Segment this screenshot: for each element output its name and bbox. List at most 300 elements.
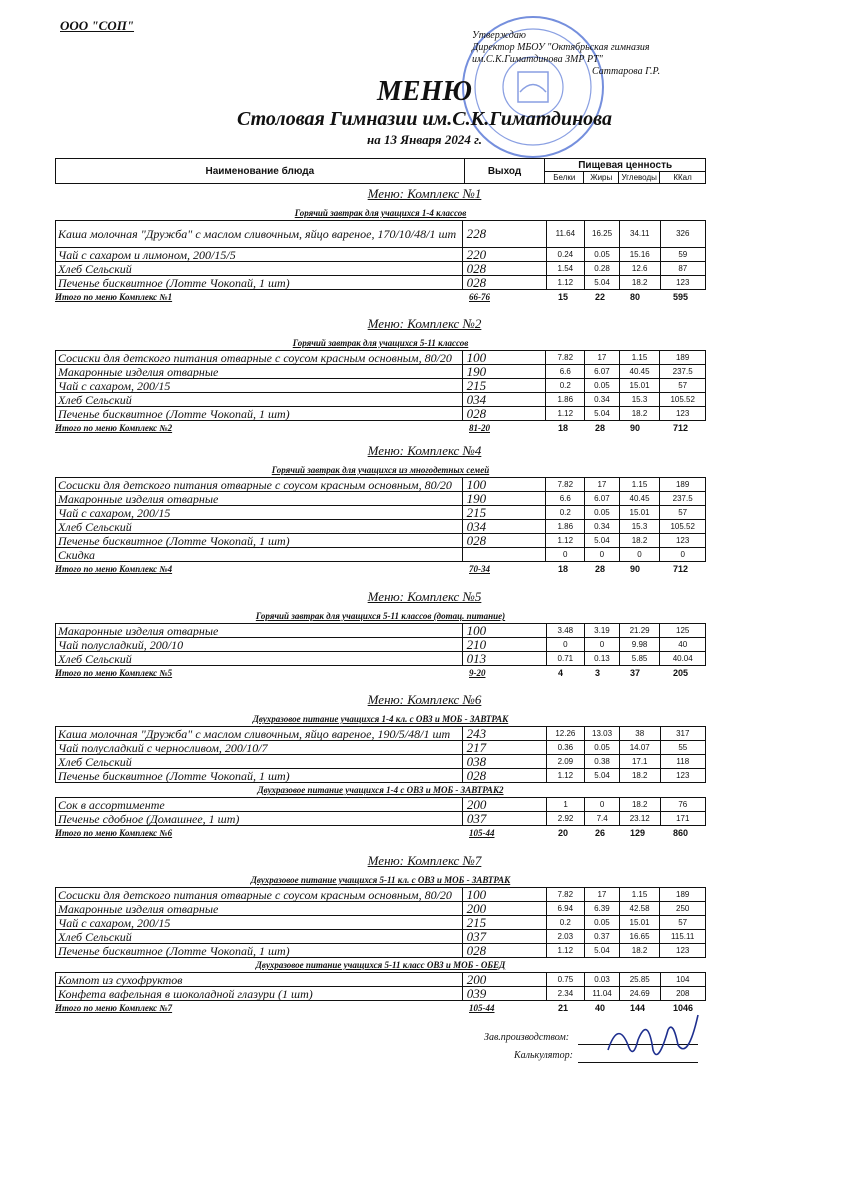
- dish-kcal: 189: [660, 351, 706, 365]
- table-row: [56, 520, 706, 534]
- dish-name: Печенье сдобное (Домашнее, 1 шт): [56, 812, 463, 826]
- dish-protein: 1.86: [546, 520, 585, 534]
- dish-kcal: 208: [660, 987, 705, 1001]
- total-fat: 22: [595, 292, 606, 302]
- dish-output: 100: [462, 888, 546, 902]
- total-output: 105-44: [469, 828, 495, 838]
- dish-kcal: 57: [660, 916, 706, 930]
- dish-name: Чай полусладкий с черносливом, 200/10/7: [56, 741, 463, 755]
- dish-kcal: 59: [660, 248, 705, 262]
- total-fat: 28: [595, 564, 606, 574]
- dish-kcal: 57: [660, 379, 706, 393]
- dish-carbs: 17.1: [619, 755, 660, 769]
- dish-carbs: 40.45: [619, 492, 660, 506]
- column-output: Выход: [464, 159, 545, 184]
- dish-output: 034: [462, 393, 546, 407]
- dish-output: 220: [462, 248, 546, 262]
- approval-line: им.С.К.Гиматдинова ЗМР РТ": [472, 54, 603, 65]
- total-carbs: 80: [630, 292, 641, 302]
- section-title: Меню: Комплекс №6: [367, 692, 482, 707]
- dish-protein: 1.12: [546, 407, 585, 421]
- table-row: [56, 351, 706, 365]
- total-carbs: 144: [630, 1003, 646, 1013]
- dish-fat: 0: [585, 798, 620, 812]
- dish-output: 034: [462, 520, 546, 534]
- dish-fat: 5.04: [585, 407, 620, 421]
- total-kcal: 595: [673, 292, 689, 302]
- dish-name: Хлеб Сельский: [56, 930, 463, 944]
- dish-protein: 1.12: [546, 534, 585, 548]
- dish-carbs: 42.58: [619, 902, 660, 916]
- dish-name: Печенье бисквитное (Лотте Чокопай, 1 шт): [56, 944, 463, 958]
- section-title: Меню: Комплекс №7: [367, 853, 482, 868]
- dish-name: Хлеб Сельский: [56, 652, 463, 666]
- group-subtitle: Горячий завтрак для учащихся 5-11 классов: [292, 338, 469, 348]
- column-protein: Белки: [545, 172, 584, 184]
- section-title: Меню: Комплекс №4: [367, 443, 482, 458]
- dish-kcal: 326: [660, 221, 705, 248]
- dish-table: [55, 887, 706, 958]
- dish-kcal: 123: [660, 944, 706, 958]
- dish-carbs: 0: [619, 548, 660, 562]
- total-carbs: 90: [630, 423, 641, 433]
- dish-fat: 6.39: [585, 902, 620, 916]
- dish-fat: 0.34: [585, 520, 620, 534]
- dish-name: Чай полусладкий, 200/10: [56, 638, 463, 652]
- dish-kcal: 57: [660, 506, 706, 520]
- dish-name: Каша молочная "Дружба" с маслом сливочным, яйцо вареное, 170/10/48/1 шт: [56, 221, 463, 248]
- dish-kcal: 40: [660, 638, 706, 652]
- dish-carbs: 15.01: [619, 506, 660, 520]
- dish-name: Каша молочная "Дружба" с маслом сливочным, яйцо вареное, 190/5/48/1 шт: [56, 727, 463, 741]
- dish-protein: 6.94: [546, 902, 585, 916]
- dish-protein: 0: [546, 638, 585, 652]
- dish-kcal: 105.52: [660, 520, 706, 534]
- dish-carbs: 16.65: [619, 930, 660, 944]
- dish-name: Макаронные изделия отварные: [56, 902, 463, 916]
- dish-protein: 0.2: [546, 506, 585, 520]
- dish-carbs: 18.2: [619, 944, 660, 958]
- table-row: [56, 365, 706, 379]
- dish-name: Хлеб Сельский: [56, 262, 463, 276]
- total-label: Итого по меню Комплекс №6: [55, 828, 173, 838]
- dish-kcal: 123: [660, 276, 705, 290]
- dish-kcal: 125: [660, 624, 706, 638]
- total-label: Итого по меню Комплекс №5: [55, 668, 173, 678]
- dish-output: 215: [462, 506, 546, 520]
- table-row: [56, 379, 706, 393]
- dish-kcal: 105.52: [660, 393, 706, 407]
- dish-output: 200: [462, 902, 546, 916]
- dish-output: 217: [462, 741, 546, 755]
- table-row: [56, 638, 706, 652]
- dish-fat: 0.38: [585, 755, 620, 769]
- dish-protein: 1.12: [546, 769, 585, 783]
- dish-fat: 17: [585, 351, 620, 365]
- dish-kcal: 55: [660, 741, 705, 755]
- table-header: [55, 158, 706, 184]
- dish-table: [55, 797, 706, 826]
- total-protein: 20: [558, 828, 569, 838]
- dish-protein: 1.86: [546, 393, 585, 407]
- dish-carbs: 1.15: [619, 351, 660, 365]
- calculator-label: Калькулятор:: [514, 1050, 573, 1061]
- dish-fat: 5.04: [585, 944, 620, 958]
- dish-fat: 0.13: [585, 652, 620, 666]
- table-row: [56, 727, 706, 741]
- dish-fat: 17: [585, 888, 620, 902]
- dish-fat: 5.04: [585, 534, 620, 548]
- total-fat: 40: [595, 1003, 606, 1013]
- dish-output: 028: [462, 276, 546, 290]
- dish-output: 028: [462, 262, 546, 276]
- total-protein: 4: [558, 668, 564, 678]
- dish-name: Хлеб Сельский: [56, 520, 463, 534]
- total-protein: 18: [558, 564, 569, 574]
- dish-table: [55, 972, 706, 1001]
- dish-carbs: 18.2: [619, 798, 660, 812]
- table-row: [56, 769, 706, 783]
- table-row: [56, 478, 706, 492]
- dish-protein: 7.82: [546, 478, 585, 492]
- total-kcal: 205: [673, 668, 689, 678]
- dish-protein: 1.12: [546, 276, 585, 290]
- dish-protein: 0.75: [546, 973, 585, 987]
- table-row: [56, 624, 706, 638]
- dish-carbs: 25.85: [619, 973, 660, 987]
- dish-carbs: 23.12: [619, 812, 660, 826]
- total-protein: 21: [558, 1003, 569, 1013]
- dish-output: [462, 548, 546, 562]
- table-row: [56, 916, 706, 930]
- dish-fat: 5.04: [585, 769, 620, 783]
- total-protein: 15: [558, 292, 569, 302]
- dish-name: Сок в ассортименте: [56, 798, 463, 812]
- dish-output: 190: [462, 492, 546, 506]
- dish-fat: 0: [585, 638, 620, 652]
- approval-signatory: Саттарова Г.Р.: [592, 66, 661, 77]
- dish-protein: 12.26: [546, 727, 585, 741]
- dish-carbs: 15.01: [619, 379, 660, 393]
- dish-protein: 0.2: [546, 379, 585, 393]
- dish-carbs: 5.85: [619, 652, 660, 666]
- dish-fat: 16.25: [585, 221, 620, 248]
- dish-name: Макаронные изделия отварные: [56, 624, 463, 638]
- dish-protein: 0: [546, 548, 585, 562]
- dish-carbs: 14.07: [619, 741, 660, 755]
- dish-carbs: 15.3: [619, 520, 660, 534]
- dish-name: Печенье бисквитное (Лотте Чокопай, 1 шт): [56, 534, 463, 548]
- total-row: [55, 292, 706, 304]
- group-subtitle: Горячий завтрак для учащихся из многодетных семей: [271, 465, 490, 475]
- dish-kcal: 40.04: [660, 652, 706, 666]
- table-row: [56, 393, 706, 407]
- dish-carbs: 18.2: [619, 534, 660, 548]
- total-output: 70-34: [469, 564, 490, 574]
- dish-name: Печенье бисквитное (Лотте Чокопай, 1 шт): [56, 407, 463, 421]
- page-subtitle: Столовая Гимназии им.С.К.Гиматдинова: [237, 108, 612, 130]
- dish-name: Конфета вафельная в шоколадной глазури (1 шт): [56, 987, 463, 1001]
- dish-kcal: 237.5: [660, 492, 706, 506]
- dish-carbs: 21.29: [619, 624, 660, 638]
- total-carbs: 129: [630, 828, 646, 838]
- dish-fat: 13.03: [585, 727, 620, 741]
- dish-fat: 0.03: [585, 973, 620, 987]
- column-name: Наименование блюда: [56, 159, 465, 184]
- group-subtitle: Двухразовое питание учащихся 1-4 с ОВЗ и МОБ - ЗАВТРАК2: [257, 785, 504, 795]
- dish-name: Печенье бисквитное (Лотте Чокопай, 1 шт): [56, 769, 463, 783]
- dish-kcal: 250: [660, 902, 706, 916]
- dish-fat: 0.05: [585, 379, 620, 393]
- total-label: Итого по меню Комплекс №2: [55, 423, 173, 433]
- dish-carbs: 9.98: [619, 638, 660, 652]
- table-row: [56, 506, 706, 520]
- dish-fat: 7.4: [585, 812, 620, 826]
- dish-kcal: 87: [660, 262, 705, 276]
- dish-kcal: 118: [660, 755, 705, 769]
- organization-name: ООО "СОП": [60, 18, 135, 33]
- dish-fat: 6.07: [585, 492, 620, 506]
- dish-protein: 2.09: [546, 755, 585, 769]
- dish-kcal: 104: [660, 973, 705, 987]
- dish-output: 215: [462, 916, 546, 930]
- dish-protein: 1.12: [546, 944, 585, 958]
- column-carbs: Углеводы: [619, 172, 660, 184]
- total-carbs: 90: [630, 564, 641, 574]
- table-row: [56, 973, 706, 987]
- table-row: [56, 534, 706, 548]
- dish-output: 039: [462, 987, 546, 1001]
- column-fat: Жиры: [584, 172, 619, 184]
- dish-protein: 3.48: [546, 624, 585, 638]
- dish-carbs: 1.15: [619, 478, 660, 492]
- dish-protein: 0.2: [546, 916, 585, 930]
- table-row: [56, 492, 706, 506]
- total-kcal: 712: [673, 564, 689, 574]
- dish-fat: 11.04: [585, 987, 620, 1001]
- total-row: [55, 423, 706, 435]
- dish-output: 028: [462, 944, 546, 958]
- group-subtitle: Двухразовое питание учащихся 5-11 кл. с ОВЗ и МОБ - ЗАВТРАК: [250, 875, 511, 885]
- dish-fat: 6.07: [585, 365, 620, 379]
- dish-output: 028: [462, 407, 546, 421]
- approval-line: Директор МБОУ "Октябрьская гимназия: [472, 42, 650, 53]
- dish-name: Компот из сухофруктов: [56, 973, 463, 987]
- dish-carbs: 18.2: [619, 407, 660, 421]
- total-output: 81-20: [469, 423, 490, 433]
- dish-fat: 0.28: [585, 262, 620, 276]
- dish-kcal: 123: [660, 769, 705, 783]
- table-row: [56, 262, 706, 276]
- dish-output: 100: [462, 351, 546, 365]
- dish-protein: 2.92: [546, 812, 585, 826]
- dish-carbs: 15.01: [619, 916, 660, 930]
- dish-output: 100: [462, 624, 546, 638]
- total-carbs: 37: [630, 668, 641, 678]
- dish-name: Чай с сахаром, 200/15: [56, 506, 463, 520]
- column-kcal: ККал: [660, 172, 706, 184]
- dish-carbs: 18.2: [619, 769, 660, 783]
- dish-protein: 11.64: [546, 221, 585, 248]
- dish-output: 037: [462, 812, 546, 826]
- dish-carbs: 12.6: [619, 262, 660, 276]
- dish-table: [55, 726, 706, 783]
- dish-table: [55, 350, 706, 421]
- dish-carbs: 40.45: [619, 365, 660, 379]
- dish-protein: 2.34: [546, 987, 585, 1001]
- table-row: [56, 755, 706, 769]
- dish-carbs: 38: [619, 727, 660, 741]
- dish-fat: 0.34: [585, 393, 620, 407]
- dish-protein: 1: [546, 798, 585, 812]
- dish-fat: 3.19: [585, 624, 620, 638]
- column-nutrition: Пищевая ценность: [545, 159, 706, 172]
- total-row: [55, 668, 706, 680]
- dish-protein: 6.6: [546, 492, 585, 506]
- dish-carbs: 15.16: [619, 248, 660, 262]
- dish-protein: 7.82: [546, 888, 585, 902]
- total-fat: 3: [595, 668, 601, 678]
- dish-output: 200: [462, 798, 546, 812]
- table-row: [56, 987, 706, 1001]
- dish-output: 028: [462, 534, 546, 548]
- section-title: Меню: Комплекс №2: [367, 316, 482, 331]
- table-row: [56, 407, 706, 421]
- dish-name: Хлеб Сельский: [56, 755, 463, 769]
- table-row: [56, 652, 706, 666]
- table-row: [56, 812, 706, 826]
- dish-kcal: 237.5: [660, 365, 706, 379]
- total-output: 105-44: [469, 1003, 495, 1013]
- group-subtitle: Горячий завтрак для учащихся 1-4 классов: [294, 208, 467, 218]
- table-row: [56, 221, 706, 248]
- table-row: [56, 902, 706, 916]
- dish-protein: 2.03: [546, 930, 585, 944]
- total-kcal: 860: [673, 828, 689, 838]
- section-title: Меню: Комплекс №5: [367, 589, 482, 604]
- total-kcal: 712: [673, 423, 689, 433]
- dish-output: 228: [462, 221, 546, 248]
- dish-kcal: 171: [660, 812, 705, 826]
- total-kcal: 1046: [673, 1003, 694, 1013]
- table-row: [56, 741, 706, 755]
- dish-fat: 0.05: [585, 248, 620, 262]
- dish-fat: 0.05: [585, 506, 620, 520]
- dish-protein: 0.24: [546, 248, 585, 262]
- dish-name: Сосиски для детского питания отварные с соусом красным основным, 80/20: [56, 351, 463, 365]
- dish-output: 215: [462, 379, 546, 393]
- dish-kcal: 123: [660, 407, 706, 421]
- dish-kcal: 76: [660, 798, 705, 812]
- table-row: [56, 944, 706, 958]
- approval-line: Утверждаю: [472, 30, 526, 41]
- dish-name: Хлеб Сельский: [56, 393, 463, 407]
- dish-protein: 6.6: [546, 365, 585, 379]
- dish-table: [55, 477, 706, 562]
- dish-output: 190: [462, 365, 546, 379]
- total-row: [55, 828, 706, 840]
- menu-date: на 13 Января 2024 г.: [366, 132, 482, 147]
- total-fat: 28: [595, 423, 606, 433]
- dish-protein: 0.36: [546, 741, 585, 755]
- dish-output: 038: [462, 755, 546, 769]
- dish-table: [55, 220, 706, 290]
- dish-fat: 0: [585, 548, 620, 562]
- dish-fat: 0.37: [585, 930, 620, 944]
- dish-kcal: 189: [660, 478, 706, 492]
- dish-fat: 0.05: [585, 741, 620, 755]
- table-row: [56, 798, 706, 812]
- total-label: Итого по меню Комплекс №7: [55, 1003, 173, 1013]
- dish-fat: 0.05: [585, 916, 620, 930]
- total-output: 66-76: [469, 292, 490, 302]
- section-title: Меню: Комплекс №1: [367, 186, 482, 201]
- dish-output: 100: [462, 478, 546, 492]
- dish-name: Сосиски для детского питания отварные с соусом красным основным, 80/20: [56, 478, 463, 492]
- dish-kcal: 115.11: [660, 930, 706, 944]
- table-row: [56, 888, 706, 902]
- table-row: [56, 548, 706, 562]
- dish-name: Сосиски для детского питания отварные с соусом красным основным, 80/20: [56, 888, 463, 902]
- total-label: Итого по меню Комплекс №1: [55, 292, 173, 302]
- dish-carbs: 1.15: [619, 888, 660, 902]
- dish-kcal: 0: [660, 548, 706, 562]
- dish-fat: 5.04: [585, 276, 620, 290]
- dish-output: 243: [462, 727, 546, 741]
- dish-table: [55, 623, 706, 666]
- dish-output: 028: [462, 769, 546, 783]
- dish-name: Чай с сахаром, 200/15: [56, 916, 463, 930]
- dish-output: 037: [462, 930, 546, 944]
- table-row: [56, 930, 706, 944]
- dish-name: Чай с сахаром и лимоном, 200/15/5: [56, 248, 463, 262]
- dish-name: Макаронные изделия отварные: [56, 492, 463, 506]
- production-label: Зав.производством:: [484, 1032, 570, 1043]
- dish-carbs: 24.69: [619, 987, 660, 1001]
- total-label: Итого по меню Комплекс №4: [55, 564, 173, 574]
- group-subtitle: Двухразовое питание учащихся 1-4 кл. с ОВЗ и МОБ - ЗАВТРАК: [252, 714, 509, 724]
- dish-output: 200: [462, 973, 546, 987]
- table-row: [56, 276, 706, 290]
- dish-name: Макаронные изделия отварные: [56, 365, 463, 379]
- dish-kcal: 123: [660, 534, 706, 548]
- dish-name: Скидка: [56, 548, 463, 562]
- dish-protein: 0.71: [546, 652, 585, 666]
- dish-protein: 1.54: [546, 262, 585, 276]
- dish-name: Чай с сахаром, 200/15: [56, 379, 463, 393]
- dish-carbs: 15.3: [619, 393, 660, 407]
- handwritten-signature: [598, 1010, 708, 1070]
- dish-protein: 7.82: [546, 351, 585, 365]
- dish-name: Печенье бисквитное (Лотте Чокопай, 1 шт): [56, 276, 463, 290]
- dish-carbs: 18.2: [619, 276, 660, 290]
- group-subtitle: Горячий завтрак для учащихся 5-11 классов (дотац. питание): [255, 611, 506, 621]
- calculator-signature-line: [578, 1062, 698, 1063]
- total-row: [55, 564, 706, 576]
- page-title: МЕНЮ: [377, 76, 472, 107]
- dish-carbs: 34.11: [619, 221, 660, 248]
- dish-kcal: 189: [660, 888, 706, 902]
- dish-kcal: 317: [660, 727, 705, 741]
- dish-fat: 17: [585, 478, 620, 492]
- dish-output: 013: [462, 652, 546, 666]
- total-fat: 26: [595, 828, 606, 838]
- group-subtitle: Двухразовое питание учащихся 5-11 класс ОВЗ и МОБ - ОБЕД: [255, 960, 506, 970]
- total-protein: 18: [558, 423, 569, 433]
- dish-output: 210: [462, 638, 546, 652]
- approval-block: [472, 30, 672, 78]
- total-output: 9-20: [469, 668, 486, 678]
